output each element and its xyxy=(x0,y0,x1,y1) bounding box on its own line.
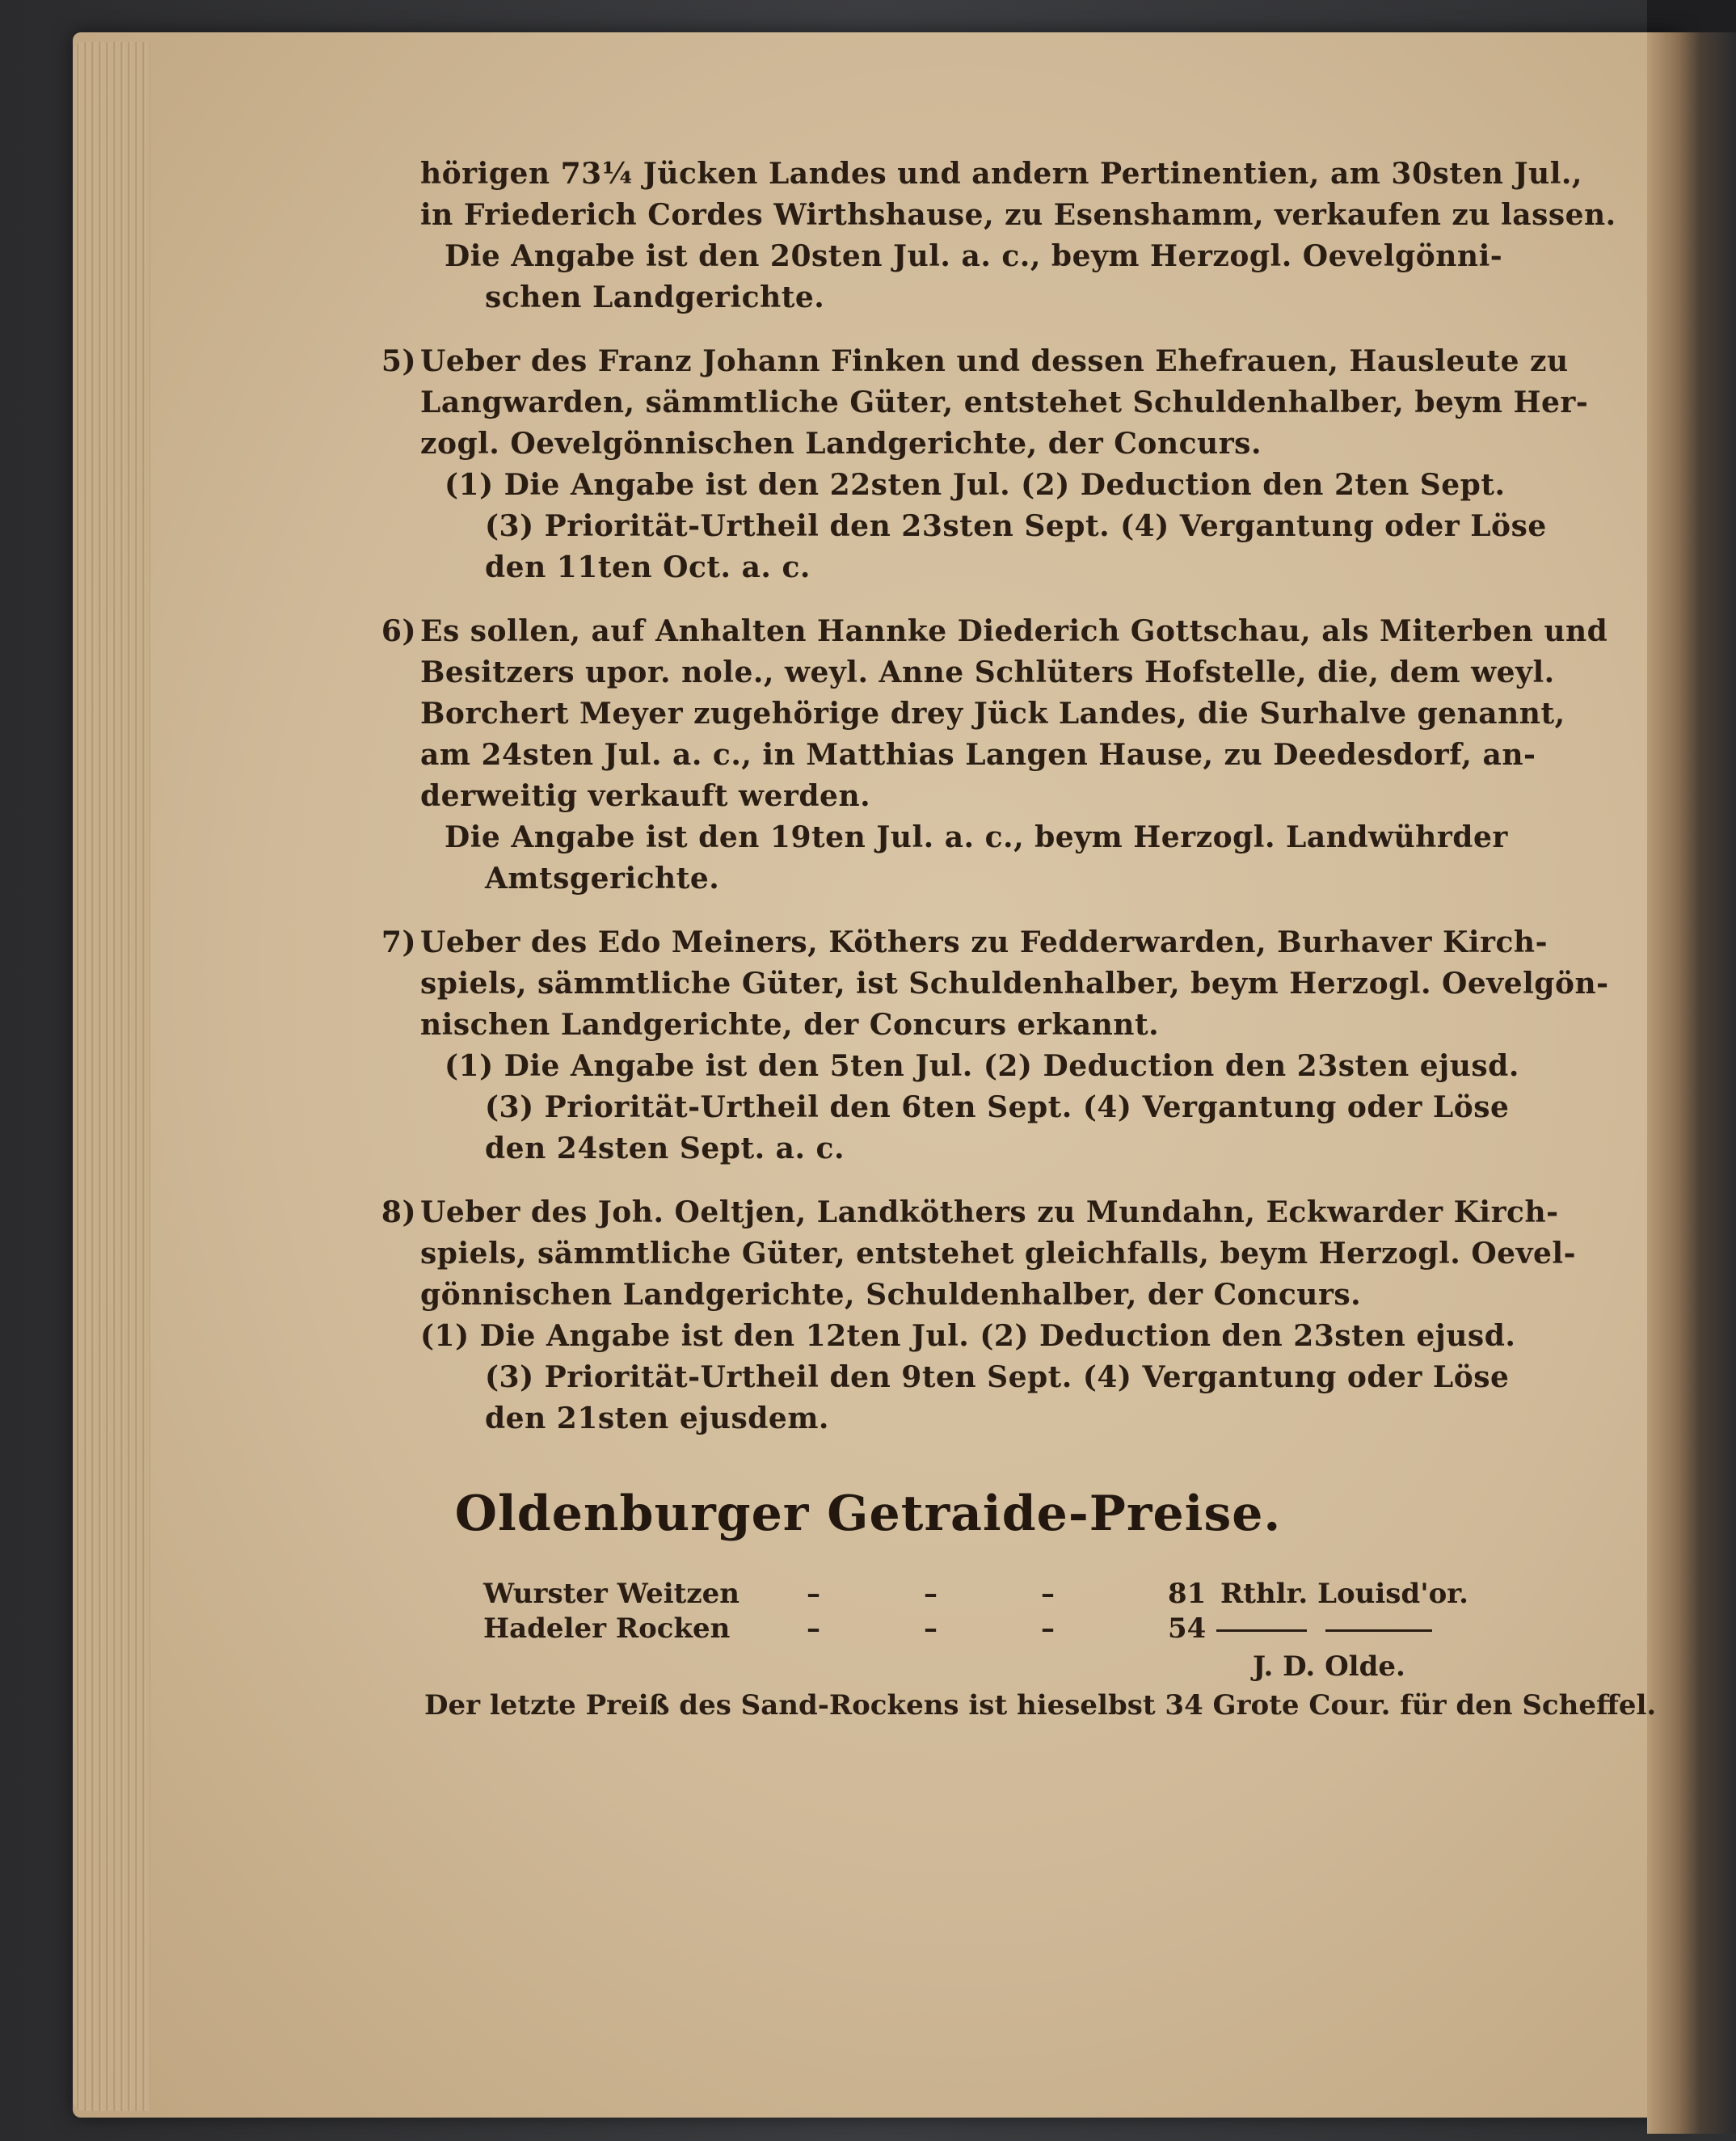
text-line: Besitzers upor. nole., weyl. Anne Schlüters Hofstelle, die, dem weyl. xyxy=(420,655,1555,689)
text-line: den 21sten ejusdem. xyxy=(485,1401,829,1435)
text-line: hörigen 73¼ Jücken Landes und andern Pertinentien, am 30sten Jul., xyxy=(420,157,1582,191)
price-label: Wurster Weitzen xyxy=(483,1578,739,1610)
footer-note: Der letzte Preiß des Sand-Rockens ist hieselbst 34 Grote Cour. für den Scheffel. xyxy=(424,1689,1657,1722)
price-value: 81 xyxy=(1168,1578,1207,1610)
price-row xyxy=(483,1578,1468,1610)
text-line: nischen Landgerichte, der Concurs erkannt. xyxy=(420,1008,1160,1042)
text-line: (1) Die Angabe ist den 12ten Jul. (2) Deduction den 23sten ejusd. xyxy=(420,1319,1516,1353)
prices-heading: Oldenburger Getraide-Preise. xyxy=(454,1486,1282,1542)
price-row xyxy=(483,1612,1207,1645)
main-text-block xyxy=(381,154,1616,1439)
ditto-line xyxy=(1216,1629,1307,1632)
text-line: (1) Die Angabe ist den 22sten Jul. (2) Deduction den 2ten Sept. xyxy=(445,468,1506,502)
text-line: am 24sten Jul. a. c., in Matthias Langen Hause, zu Deedesdorf, an- xyxy=(420,738,1536,772)
price-dash: – xyxy=(924,1578,938,1610)
entry-number: 7) xyxy=(381,925,416,959)
text-line: in Friederich Cordes Wirthshause, zu Esenshamm, verkaufen zu lassen. xyxy=(420,198,1616,232)
text-line: spiels, sämmtliche Güter, entstehet gleichfalls, beym Herzogl. Oevel- xyxy=(420,1237,1577,1271)
price-dash: – xyxy=(924,1612,938,1645)
page-edges xyxy=(73,42,150,2111)
price-dash: – xyxy=(1041,1578,1055,1610)
entry-continuation xyxy=(420,154,1616,318)
entry-8 xyxy=(381,1192,1616,1439)
ditto-line xyxy=(1325,1629,1432,1632)
text-line: Es sollen, auf Anhalten Hannke Diederich Gottschau, als Miterben und xyxy=(420,614,1608,648)
page-gutter xyxy=(1647,32,1736,2134)
entry-number: 8) xyxy=(381,1195,416,1229)
text-line: Langwarden, sämmtliche Güter, entstehet Schuldenhalber, beym Her- xyxy=(420,386,1589,419)
text-line: zogl. Oevelgönnischen Landgerichte, der Concurs. xyxy=(420,427,1262,461)
text-line: derweitig verkauft werden. xyxy=(420,779,871,813)
text-line: (3) Priorität-Urtheil den 9ten Sept. (4) Vergantung oder Löse xyxy=(485,1360,1510,1394)
text-line: den 24sten Sept. a. c. xyxy=(485,1132,845,1165)
text-line: Die Angabe ist den 19ten Jul. a. c., beym Herzogl. Landwührder xyxy=(445,820,1508,854)
entry-6 xyxy=(381,611,1616,900)
signature: J. D. Olde. xyxy=(1253,1650,1405,1683)
text-line: (1) Die Angabe ist den 5ten Jul. (2) Deduction den 23sten ejusd. xyxy=(445,1049,1519,1083)
price-dash: – xyxy=(807,1578,820,1610)
text-line: Borchert Meyer zugehörige drey Jück Landes, die Surhalve genannt, xyxy=(420,697,1565,731)
price-dash: – xyxy=(1041,1612,1055,1645)
price-unit: Rthlr. Louisd'or. xyxy=(1220,1578,1468,1610)
entry-number: 6) xyxy=(381,614,416,648)
text-line: Ueber des Joh. Oeltjen, Landköthers zu Mundahn, Eckwarder Kirch- xyxy=(420,1195,1559,1229)
price-value: 54 xyxy=(1168,1612,1207,1645)
text-line: Ueber des Edo Meiners, Köthers zu Fedderwarden, Burhaver Kirch- xyxy=(420,925,1548,959)
text-line: gönnischen Landgerichte, Schuldenhalber, der Concurs. xyxy=(420,1278,1362,1312)
entry-number: 5) xyxy=(381,344,416,378)
text-line: spiels, sämmtliche Güter, ist Schuldenhalber, beym Herzogl. Oevelgön- xyxy=(420,967,1609,1001)
text-line: Die Angabe ist den 20sten Jul. a. c., beym Herzogl. Oevelgönni- xyxy=(445,239,1503,273)
price-label: Hadeler Rocken xyxy=(483,1612,731,1645)
entry-7 xyxy=(381,922,1616,1170)
text-line: schen Landgerichte. xyxy=(485,280,825,314)
text-line: (3) Priorität-Urtheil den 23sten Sept. (4) Vergantung oder Löse xyxy=(485,509,1547,543)
price-dash: – xyxy=(807,1612,820,1645)
text-line: Amtsgerichte. xyxy=(485,862,720,896)
text-line: Ueber des Franz Johann Finken und dessen Ehefrauen, Hausleute zu xyxy=(420,344,1569,378)
entry-5 xyxy=(381,341,1616,588)
text-line: (3) Priorität-Urtheil den 6ten Sept. (4) Vergantung oder Löse xyxy=(485,1090,1510,1124)
text-line: den 11ten Oct. a. c. xyxy=(485,550,811,584)
